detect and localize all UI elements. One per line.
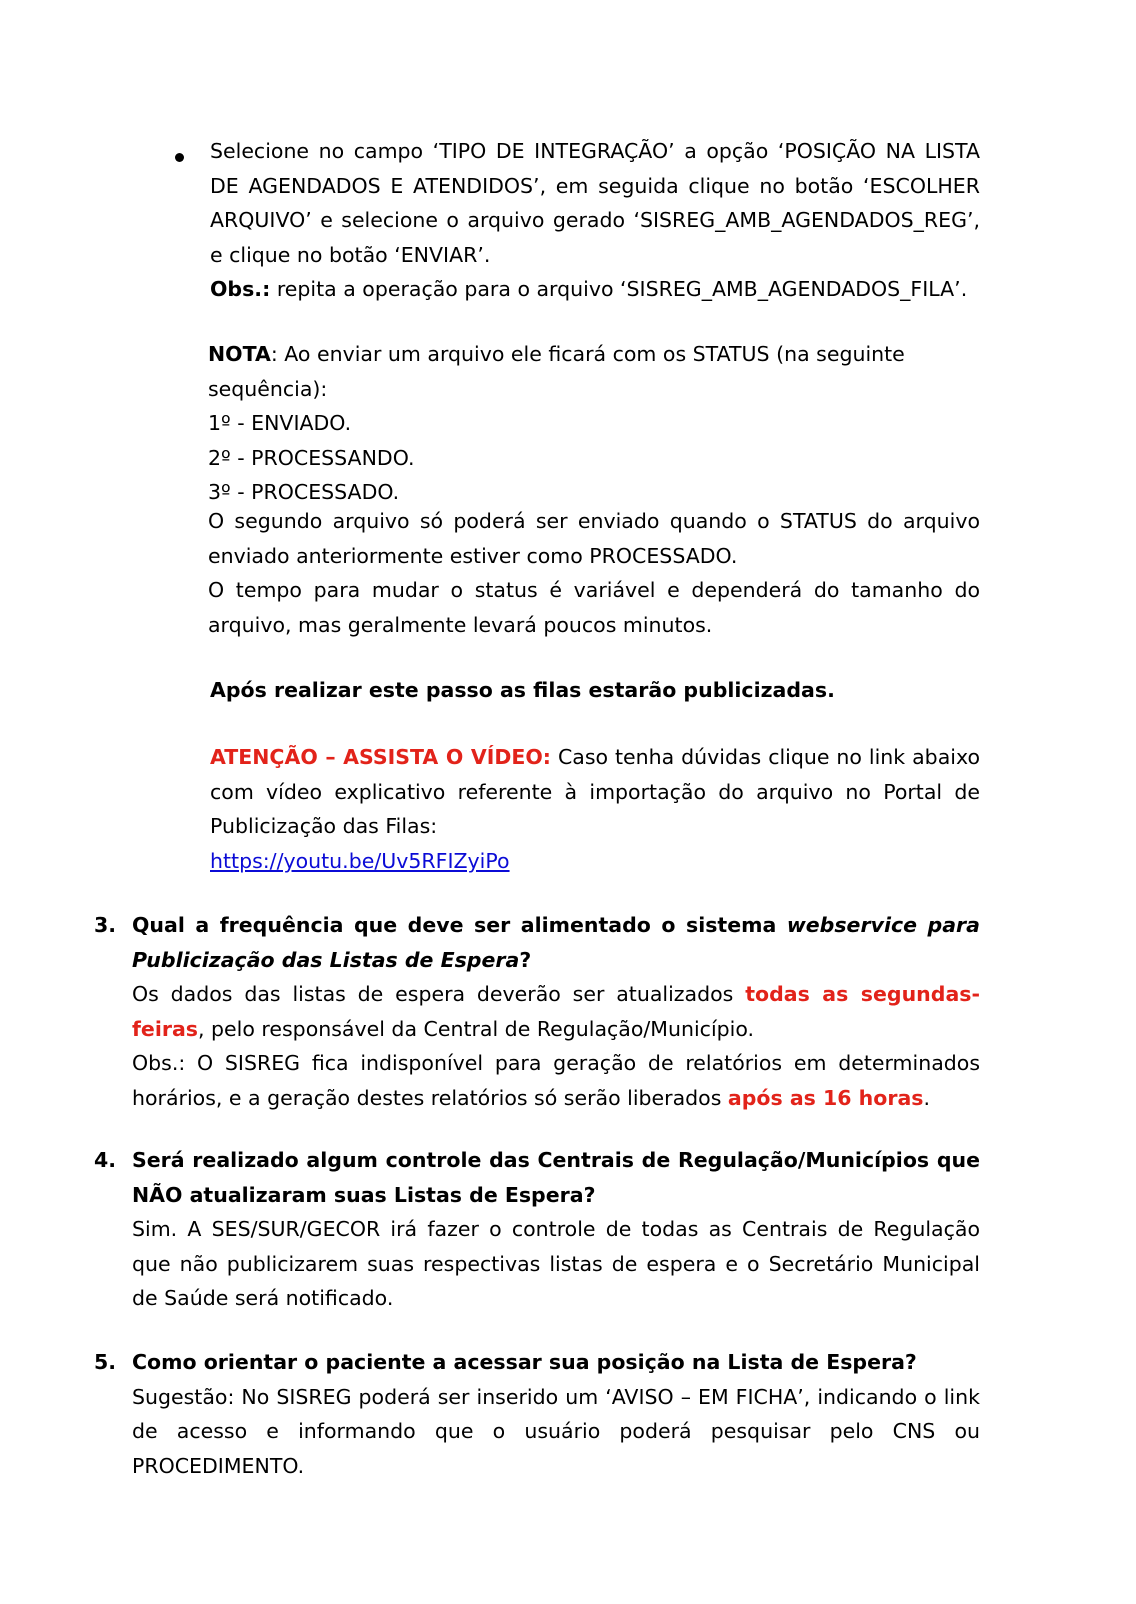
status-item-2: 2º - PROCESSANDO. [208, 445, 415, 470]
publicized-note: Após realizar este passo as filas estarão publicizadas. [210, 678, 835, 702]
q3-answer-1: Os dados das listas de espera deverão ser atualizados todas as segundas-feiras, pelo responsável da Central de Regulação/Município. [132, 982, 980, 1041]
nota-section [208, 337, 980, 510]
bullet-point [175, 153, 184, 162]
nota-heading: NOTA: Ao enviar um arquivo ele ficará com os STATUS (na seguinte sequência): [208, 342, 905, 401]
status-item-3: 3º - PROCESSADO. [208, 480, 400, 504]
step-text: Selecione no campo ‘TIPO DE INTEGRAÇÃO’ a opção ‘POSIÇÃO NA LISTA DE AGENDADOS E ATENDIDOS’, em seguida clique no botão ‘ESCOLHER ARQUIVO’ e selecione o arquivo gerado ‘SISREG_AMB_AGENDADOS_REG’, e clique no botão ‘ENVIAR’. [210, 139, 980, 267]
q5-number: 5. [94, 1350, 117, 1374]
q5-answer: Sugestão: No SISREG poderá ser inserido um ‘AVISO – EM FICHA’, indicando o link de acesso e informando que o usuário poderá pesquisar pelo CNS ou PROCEDIMENTO. [132, 1384, 980, 1478]
nota-paragraph-1: O segundo arquivo só poderá ser enviado quando o STATUS do arquivo enviado anteriormente estiver como PROCESSADO. [208, 509, 980, 568]
video-link[interactable]: https://youtu.be/Uv5RFIZyiPo [210, 848, 510, 873]
q5-section [132, 1345, 980, 1483]
nota-paragraph-2: O tempo para mudar o status é variável e dependerá do tamanho do arquivo, mas geralmente levará poucos minutos. [208, 578, 980, 637]
q4-number: 4. [94, 1148, 117, 1172]
q3-number: 3. [94, 913, 117, 937]
atencao-section [210, 740, 980, 878]
q4-question: Será realizado algum controle das Centrais de Regulação/Municípios que NÃO atualizaram suas Listas de Espera? [132, 1148, 980, 1207]
status-item-1: 1º - ENVIADO. [208, 411, 352, 435]
q3-section [132, 908, 980, 1115]
q3-question: Qual a frequência que deve ser alimentado o sistema webservice para Publicização das Listas de Espera? [132, 913, 980, 972]
q4-section [132, 1143, 980, 1316]
nota-details [208, 504, 980, 642]
q3-answer-2: Obs.: O SISREG fica indisponível para geração de relatórios em determinados horários, e a geração destes relatórios só serão liberados após as 16 horas. [132, 1051, 980, 1110]
atencao-text: ATENÇÃO – ASSISTA O VÍDEO: Caso tenha dúvidas clique no link abaixo com vídeo explicativo referente à importação do arquivo no Portal de Publicização das Filas: [210, 745, 980, 838]
q4-answer: Sim. A SES/SUR/GECOR irá fazer o controle de todas as Centrais de Regulação que não publicizarem suas respectivas listas de espera e o Secretário Municipal de Saúde será notificado. [132, 1217, 980, 1310]
step-instruction [210, 134, 980, 307]
q5-question: Como orientar o paciente a acessar sua posição na Lista de Espera? [132, 1350, 917, 1374]
step-obs: Obs.: repita a operação para o arquivo ‘SISREG_AMB_AGENDADOS_FILA’. [210, 277, 968, 301]
